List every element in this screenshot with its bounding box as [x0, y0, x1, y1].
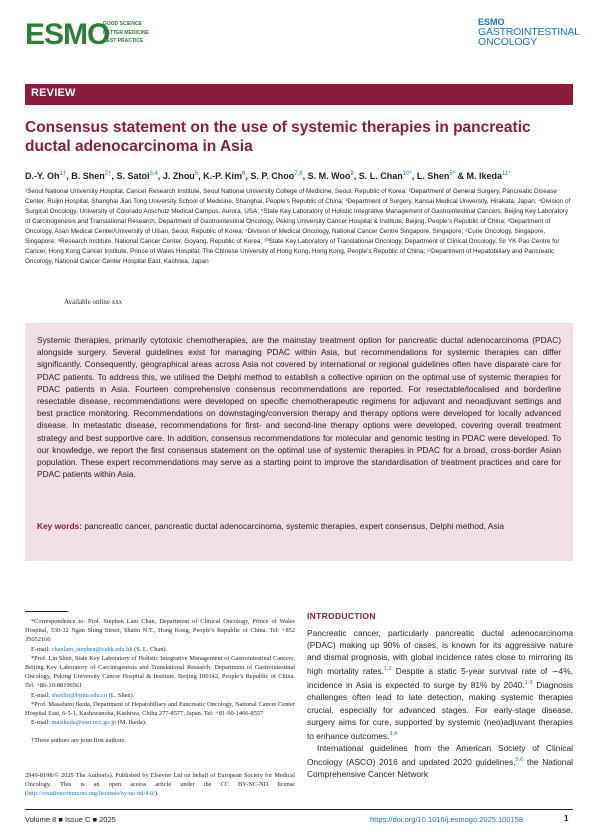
citation-link[interactable]: 3,4: [389, 730, 398, 737]
keywords: [37, 520, 561, 532]
paragraph: International guidelines from the American Society of Clinical Oncology (ASCO) 2016 and updated 2020 guidelines,$^{5,6}$ the National Comprehensive Cancer Network: [307, 742, 573, 779]
email-link[interactable]: shenlin@bjmu.edu.cn: [51, 691, 108, 699]
author: S. L. Chan$^{10*}$: [358, 171, 412, 181]
issue-info: Volume 8 ■ Issue C ■ 2025: [25, 815, 116, 824]
correspondence-footnotes: [25, 617, 295, 746]
correspondence-note: *Correspondence to: Prof. Stephen Lam Chan, Department of Clinical Oncology, Prince of Wales Hospital, 330-32 Ngan Shing Street, Shatin N.T., Hong Kong, People’s Republic of China. Tel: +852 35052166: [25, 618, 295, 644]
citation-link[interactable]: 1,2: [383, 666, 392, 673]
esmo-logo-tagline: GOOD SCIENCE BETTER MEDICINE BEST PRACTICE: [103, 21, 149, 44]
affiliations: ¹Seoul National University Hospital, Cancer Research Institute, Seoul National University College of Medicine, Seoul, Republic of Korea; ²Department of General Surgery, Pancreatic Disease Center, Ruijin Hospital, Shanghai Jiao Tong University School of Medicine, Shanghai, People’s Republic of China; ³Department of Surgery, Kansai Medical University, Hirakata, Japan; ⁴Division of Surgical Oncology, University of Colorado Anschutz Medical Campus, Aurora, USA; ⁵State Key Laboratory of Holistic Integrative Management of Gastrointestinal Cancers, Beijing Key Laboratory of Carcinogenesis and Translational Research, Department of Gastrointestinal Oncology, Peking University Cancer Hospital & Institute, Beijing, People’s Republic of China; ⁶Department of Oncology, Asan Medical Center/University of Ulsan, Seoul, Republic of Korea; ⁷Division of Medical Oncology, National Cancer Centre Singapore, Singapore; ⁸Curie Oncology, Singapore, Singapore; ⁹Research Institute, National Cancer Center, Goyang, Republic of Korea; ¹⁰State Key Laboratory of Translational Oncology, Department of Clinical Oncology, Sir YK Pao Centre for Cancer, Hong Kong Cancer Institute, Prince of Wales Hospital, The Chinese University of Hong Kong, Hong Kong, People’s Republic of China; ¹¹Department of Hepatobiliary and Pancreatic Oncology, National Cancer Center Hospital East, Kashiwa, Japan: [25, 188, 571, 265]
joint-authors-note: †These authors are joint first authors.: [31, 737, 126, 745]
author: L. Shen$^{5*}$: [416, 171, 456, 181]
email-link[interactable]: masikeda@east.ncc.go.jp: [51, 719, 117, 727]
email-line: E-mail: masikeda@east.ncc.go.jp (M. Ikeda).: [31, 719, 147, 727]
author: M. Ikeda$^{11*}$: [466, 171, 511, 181]
author: S. P. Choo$^{7,8}$: [250, 171, 303, 181]
author: K.-P. Kim$^6$: [203, 171, 246, 181]
section-heading: INTRODUCTION: [307, 611, 376, 621]
author: B. Shen$^{2\dagger}$: [71, 171, 112, 181]
page-number: 1: [564, 814, 569, 823]
citation-link[interactable]: 5,6: [515, 756, 524, 763]
esmo-logo-mark: ESMO: [25, 18, 110, 51]
email-line: E-mail: chanlam_stephen@cuhk.edu.hk (S. L. Chan).: [31, 645, 168, 653]
esmo-logo: [25, 18, 149, 52]
keywords-list: pancreatic cancer, pancreatic ductal adenocarcinoma, systemic therapies, expert consensus, Delphi method, Asia: [84, 521, 505, 531]
correspondence-note: *Prof. Lin Shen, State Key Laboratory of Holistic Integrative Management of Gastrointestinal Cancers, Beijing Key Laboratory of Carcinogenesis and Translational Research, Department of Gastrointestinal Oncology, Peking University Cancer Hospital & Institute, Beijing 100142, People’s Republic of China. Tel: +86-10-88196561: [25, 654, 295, 690]
correspondence-note: *Prof. Masafumi Ikeda, Department of Hepatobiliary and Pancreatic Oncology, National Cancer Center Hospital East, 6-5-1, Kashiwanoha, Kashiwa, Chiba 277-8577, Japan. Tel: +81-90-1466-8557: [25, 700, 295, 718]
doi-link[interactable]: https://doi.org/10.1016/j.esmogo.2025.100158: [370, 815, 524, 824]
paragraph: Pancreatic cancer, particularly pancreatic ductal adenocarcinoma (PDAC) making up 90% of cases, is known for its aggressive nature and dismal prognosis, with global incidence rates close to mirroring its high mortality rates.$^{1,2}$ Despite a static 5-year survival rate of ∼4%, incidence in Asia is expected to surge by 81% by 2040.$^{1-3}$ Diagnosis challenges often lead to late detection, making systemic therapies crucial, especially for advanced stages. For early-stage disease, surgery aims for cure, supported by systemic (neo)adjuvant therapies to enhance outcomes.$^{3,4}$: [307, 628, 574, 741]
introduction-text: [307, 627, 573, 780]
footer-divider: [25, 809, 573, 810]
available-online: Available online xxx: [64, 298, 123, 306]
author-list: D.-Y. $Oh^{1\dagger}$, B. Shen$^{2\dagger}$, S. Satoi$^{3,4}$, J. Zhou$^5$, K.-P. Kim$^6$, S. P. Choo$^{7,8}$, S. M. Woo$^9$, S. L. Chan$^{10*}$, L. Shen$^{5*}$ & M. Ikeda$^{11*}$: [25, 171, 511, 181]
article-title: Consensus statement on the use of systemic therapies in pancreatic ductal adenocarcinoma in Asia: [25, 119, 531, 155]
email-link[interactable]: chanlam_stephen@cuhk.edu.hk: [51, 645, 133, 653]
copyright-notice: 2949-8198/© 2025 The Author(s). Published by Elsevier Ltd on behalf of European Society for Medical Oncology. This is an open access article under the CC BY-NC-ND license (http://creativecommons.org/licenses/by-nc-nd/4.0/).: [25, 772, 295, 798]
author: J. Zhou$^5$: [162, 171, 199, 181]
license-link[interactable]: http://creativecommons.org/licenses/by-nc-nd/4.0/: [27, 790, 155, 798]
email-line: E-mail: shenlin@bjmu.edu.cn (L. Shen).: [31, 691, 135, 699]
author: S. Satoi$^{3,4}$: [116, 171, 158, 181]
journal-logo: ESMO GASTROINTESTINAL ONCOLOGY: [478, 17, 580, 48]
author: S. M. Woo$^9$: [307, 171, 354, 181]
article-type-banner: [25, 84, 573, 105]
article-type-label: REVIEW: [31, 87, 76, 99]
footnote-divider: [25, 611, 68, 612]
author: D.-Y. $Oh^{1\dagger}$: [25, 171, 67, 181]
keywords-label: Key words:: [37, 521, 82, 531]
abstract-text: Systemic therapies, primarily cytotoxic chemotherapies, are the mainstay treatment option for pancreatic ductal adenocarcinoma (PDAC) alongside surgery. Several guidelines exist for managing PDAC within Asia, but recommendations for systemic therapies can differ significantly. Consequently, geographical areas across Asia not covered by international or regional guidelines often have disparate care for PDAC patients. To address this, we utilised the Delphi method to establish a collective opinion on the optimal use of systemic therapies for PDAC patients in Asia. Fourteen comprehensive consensus recommendations are reported. For resectable/localised and borderline resectable disease, recommendations were developed on specific chemotherapeutic regimens for adjuvant and neoadjuvant settings and best practice monitoring. Recommendations on downstaging/conversion therapy and therapy options were developed for locally advanced disease. In metastatic disease, recommendations for first- and second-line therapy options were developed, covering overall treatment strategy and best supportive care. In addition, consensus recommendations for molecular and genomic testing in PDAC were developed. To our knowledge, we report the first consensus statement on the optimal use of systemic therapies in PDAC for a broad, cross-border Asian population. These expert recommendations may serve as a starting point to improve the standardisation of treatment practices and care for PDAC patients within Asia.: [37, 335, 561, 480]
citation-link[interactable]: 1-3: [524, 680, 533, 687]
